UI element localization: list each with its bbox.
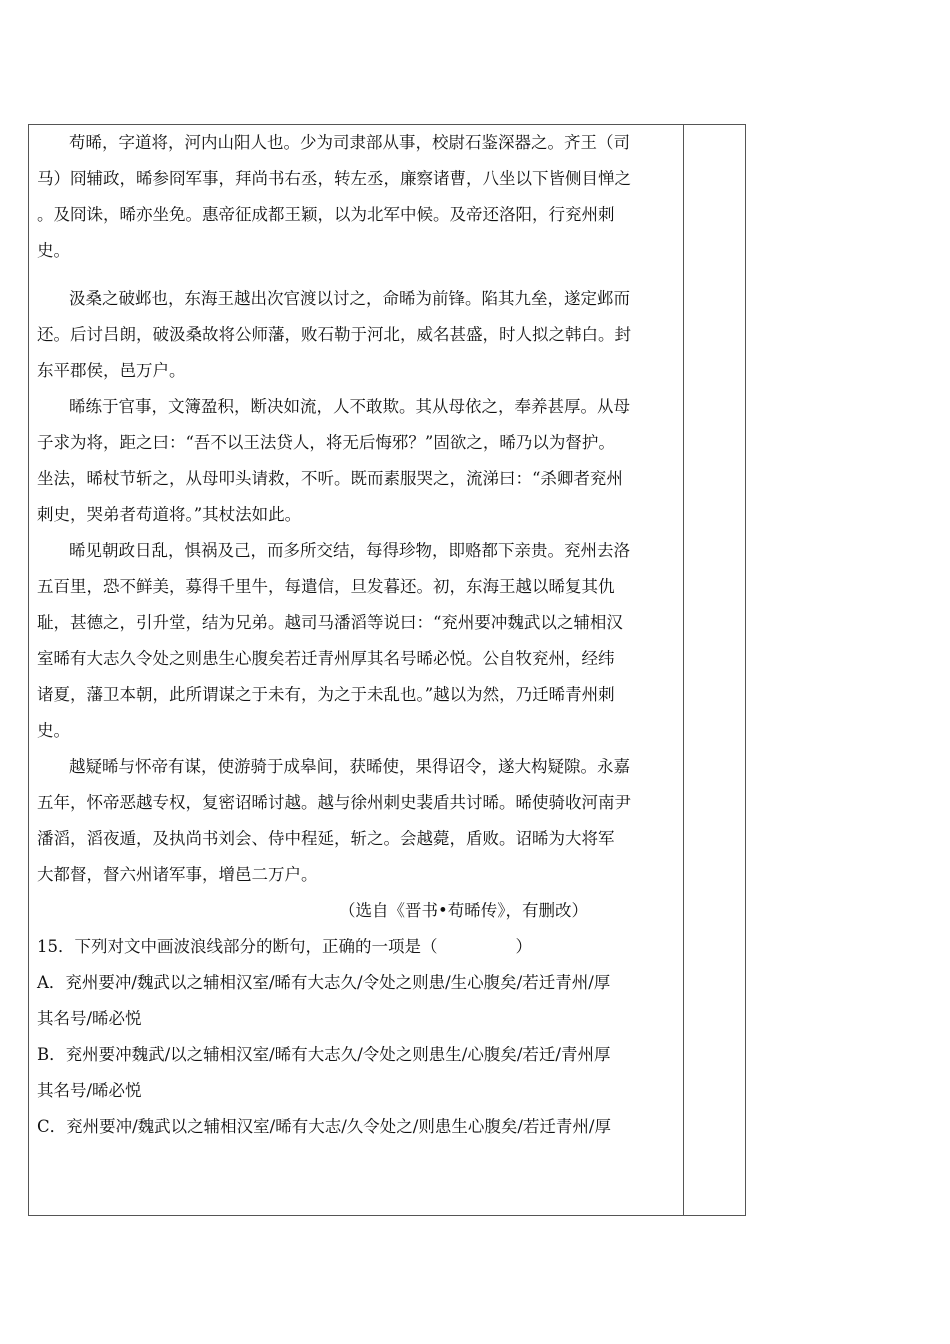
passage-line: 诸夏，藩卫本朝，此所谓谋之于未有，为之于未乱也。”越以为然，乃迁晞青州刺 <box>37 685 615 704</box>
passage-line: 潘滔，滔夜遁，及执尚书刘会、侍中程延，斩之。会越薨，盾败。诏晞为大将军 <box>37 829 615 848</box>
passage-line: 汲桑之破邺也，东海王越出次官渡以讨之，命晞为前锋。陷其九垒，遂定邺而 <box>69 289 630 308</box>
option-b-cont: 其名号/晞必悦 <box>37 1081 142 1100</box>
passage-line: 五年，怀帝恶越专权，复密诏晞讨越。越与徐州刺史裴盾共讨晞。晞使骑收河南尹 <box>37 793 631 812</box>
passage-line: 耻，甚德之，引升堂，结为兄弟。越司马潘滔等说曰：“兖州要冲魏武以之辅相汉 <box>37 613 623 632</box>
passage-line: 越疑晞与怀帝有谋，使游骑于成皋间，获晞使，果得诏令，遂大构疑隙。永嘉 <box>69 757 630 776</box>
document-table <box>28 124 746 1216</box>
question-stem <box>37 937 532 957</box>
passage-line: 苟晞，字道将，河内山阳人也。少为司隶部从事，校尉石鉴深器之。齐王（司 <box>69 133 630 152</box>
passage-line: 。及冏诛，晞亦坐免。惠帝征成都王颖，以为北军中候。及帝还洛阳，行兖州刺 <box>37 205 615 224</box>
question-stem-close: ） <box>515 937 532 956</box>
source-citation: （选自《晋书•苟晞传》，有删改） <box>339 901 588 920</box>
passage-line: 晞练于官事，文簿盈积，断决如流，人不敢欺。其从母依之，奉养甚厚。从母 <box>69 397 630 416</box>
passage-line: 马）冏辅政，晞参冏军事，拜尚书右丞，转左丞，廉察诸曹，八坐以下皆侧目惮之 <box>37 169 631 188</box>
option-a-cont: 其名号/晞必悦 <box>37 1009 142 1028</box>
passage-line: 室晞有大志久令处之则患生心腹矣若迁青州厚其名号晞必悦。公自牧兖州，经纬 <box>37 649 615 668</box>
option-a: A．兖州要冲/魏武以之辅相汉室/晞有大志久/令处之则患/生心腹矣/若迁青州/厚 <box>37 973 611 992</box>
passage-line: 还。后讨吕朗，破汲桑故将公师藩，败石勒于河北，威名甚盛，时人拟之韩白。封 <box>37 325 631 344</box>
question-stem-text: 15．下列对文中画波浪线部分的断句，正确的一项是（ <box>37 937 438 956</box>
column-divider <box>683 125 684 1215</box>
passage-line: 史。 <box>37 241 70 260</box>
passage-line: 坐法，晞杖节斩之，从母叩头请救，不听。既而素服哭之，流涕曰：“杀卿者兖州 <box>37 469 623 488</box>
option-b: B．兖州要冲魏武/以之辅相汉室/晞有大志久/令处之则患生/心腹矣/若迁/青州厚 <box>37 1045 611 1064</box>
passage-line: 晞见朝政日乱，惧祸及己，而多所交结，每得珍物，即赂都下亲贵。兖州去洛 <box>69 541 630 560</box>
passage-line: 史。 <box>37 721 70 740</box>
passage-line: 五百里，恐不鲜美，募得千里牛，每遣信，旦发暮还。初，东海王越以晞复其仇 <box>37 577 615 596</box>
passage-line: 东平郡侯，邑万户。 <box>37 361 186 380</box>
passage-line: 子求为将，距之曰：“吾不以王法贷人，将无后悔邪？”固欲之，晞乃以为督护。 <box>37 433 615 452</box>
passage-line: 大都督，督六州诸军事，增邑二万户。 <box>37 865 318 884</box>
passage-line: 刺史，哭弟者苟道将。”其杖法如此。 <box>37 505 302 524</box>
option-c: C．兖州要冲/魏武以之辅相汉室/晞有大志/久令处之/则患生心腹矣/若迁青州/厚 <box>37 1117 611 1136</box>
